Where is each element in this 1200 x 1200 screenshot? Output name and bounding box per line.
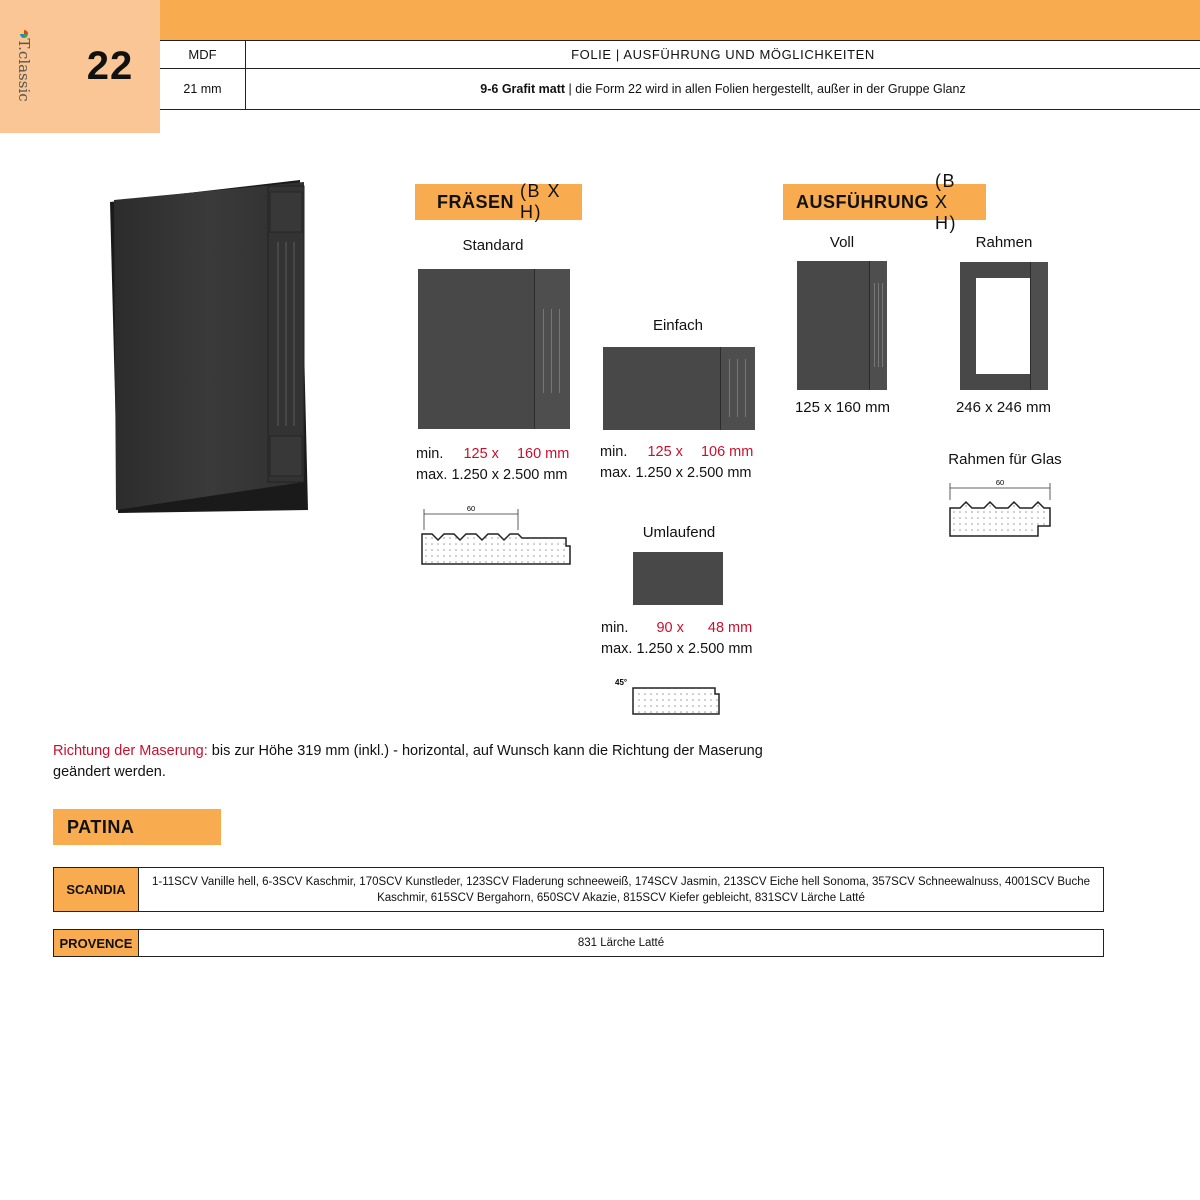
standard-panel-image	[418, 269, 570, 429]
finish-description: | die Form 22 wird in allen Folien hergestellt, außer in der Gruppe Glanz	[565, 82, 966, 96]
standard-panel-strip	[534, 269, 570, 429]
fraesen-title-text: FRÄSEN	[437, 191, 515, 212]
material-header: MDF	[160, 41, 246, 68]
rahmen-glas-profile-diagram	[946, 474, 1054, 540]
rahmen-glas-profile-dim: 60	[995, 478, 1005, 487]
brand-name: T.classic	[15, 38, 33, 102]
einfach-min: min. 125 x 106 mm	[600, 444, 754, 460]
voll-size: 125 x 160 mm	[794, 399, 891, 416]
rahmen-panel-strip	[1030, 262, 1048, 390]
patina-row-provence	[53, 929, 1104, 957]
thickness-value: 21 mm	[160, 69, 246, 109]
spec-table	[160, 40, 1200, 110]
standard-max: max. 1.250 x 2.500 mm	[416, 467, 568, 483]
standard-profile-diagram	[418, 500, 573, 568]
umlaufend-label: Umlaufend	[642, 524, 716, 541]
rahmen-glass-opening	[976, 278, 1030, 374]
ausfuehrung-title-suffix: (B X H)	[935, 170, 957, 233]
ausfuehrung-title	[783, 170, 986, 233]
grain-note-label: Richtung der Maserung:	[53, 743, 208, 759]
umlaufend-panel-image	[633, 552, 723, 605]
einfach-label: Einfach	[652, 317, 704, 334]
patina-row-value: 1-11SCV Vanille hell, 6-3SCV Kaschmir, 170SCV Kunstleder, 123SCV Fladerung schneeweiß, 174SCV Jasmin, 213SCV Eiche hell Sonoma, 357SCV Schneewalnuss, 4001SCV Buche Kaschmir, 615SCV Bergahorn, 650SCV Akazie, 815SCV Kiefer gebleicht, 831SCV Lärche Latté	[152, 875, 1090, 904]
rahmen-glas-label: Rahmen für Glas	[948, 451, 1062, 468]
umlaufend-profile-diagram	[613, 674, 723, 718]
standard-label: Standard	[462, 237, 524, 254]
umlaufend-min: min. 90 x 48 mm	[601, 620, 753, 636]
patina-row-value: 831 Lärche Latté	[577, 937, 665, 949]
brand-dot-icon	[20, 30, 28, 38]
patina-row-label: SCANDIA	[54, 868, 139, 911]
finish-header: FOLIE | AUSFÜHRUNG UND MÖGLICHKEITEN	[571, 47, 875, 62]
voll-panel-image	[797, 261, 887, 390]
einfach-dimensions	[600, 442, 760, 484]
grain-direction-note	[53, 741, 793, 783]
finish-name: 9-6 Grafit matt	[480, 82, 566, 96]
einfach-panel-image	[603, 347, 755, 430]
spec-header-row	[160, 40, 1200, 69]
rahmen-panel-image	[960, 262, 1048, 390]
patina-title	[53, 809, 221, 845]
patina-row-scandia	[53, 867, 1104, 912]
ausfuehrung-title-text: AUSFÜHRUNG	[796, 191, 929, 212]
standard-profile-dim: 60	[466, 504, 476, 513]
grain-note-text: bis zur Höhe 319 mm (inkl.) - horizontal, auf Wunsch kann die Richtung der Maserung geändert werden.	[53, 743, 767, 780]
rahmen-size: 246 x 246 mm	[955, 399, 1052, 416]
umlaufend-angle: 45°	[615, 678, 628, 687]
fraesen-title	[415, 181, 582, 222]
standard-min: min. 125 x 160 mm	[416, 446, 570, 462]
finish-value	[246, 69, 1200, 109]
door-product-image	[110, 180, 308, 513]
rahmen-label: Rahmen	[975, 234, 1033, 251]
patina-row-label: PROVENCE	[54, 930, 139, 956]
umlaufend-dimensions	[601, 618, 761, 660]
standard-dimensions	[416, 444, 576, 486]
einfach-max: max. 1.250 x 2.500 mm	[600, 465, 752, 481]
patina-title-text: PATINA	[67, 816, 135, 837]
form-number: 22	[86, 44, 134, 88]
brand-logo	[12, 30, 36, 110]
umlaufend-max: max. 1.250 x 2.500 mm	[601, 641, 753, 657]
voll-label: Voll	[829, 234, 855, 251]
header-band	[0, 0, 1200, 40]
spec-value-row	[160, 69, 1200, 110]
fraesen-title-suffix: (B X H)	[520, 181, 562, 222]
